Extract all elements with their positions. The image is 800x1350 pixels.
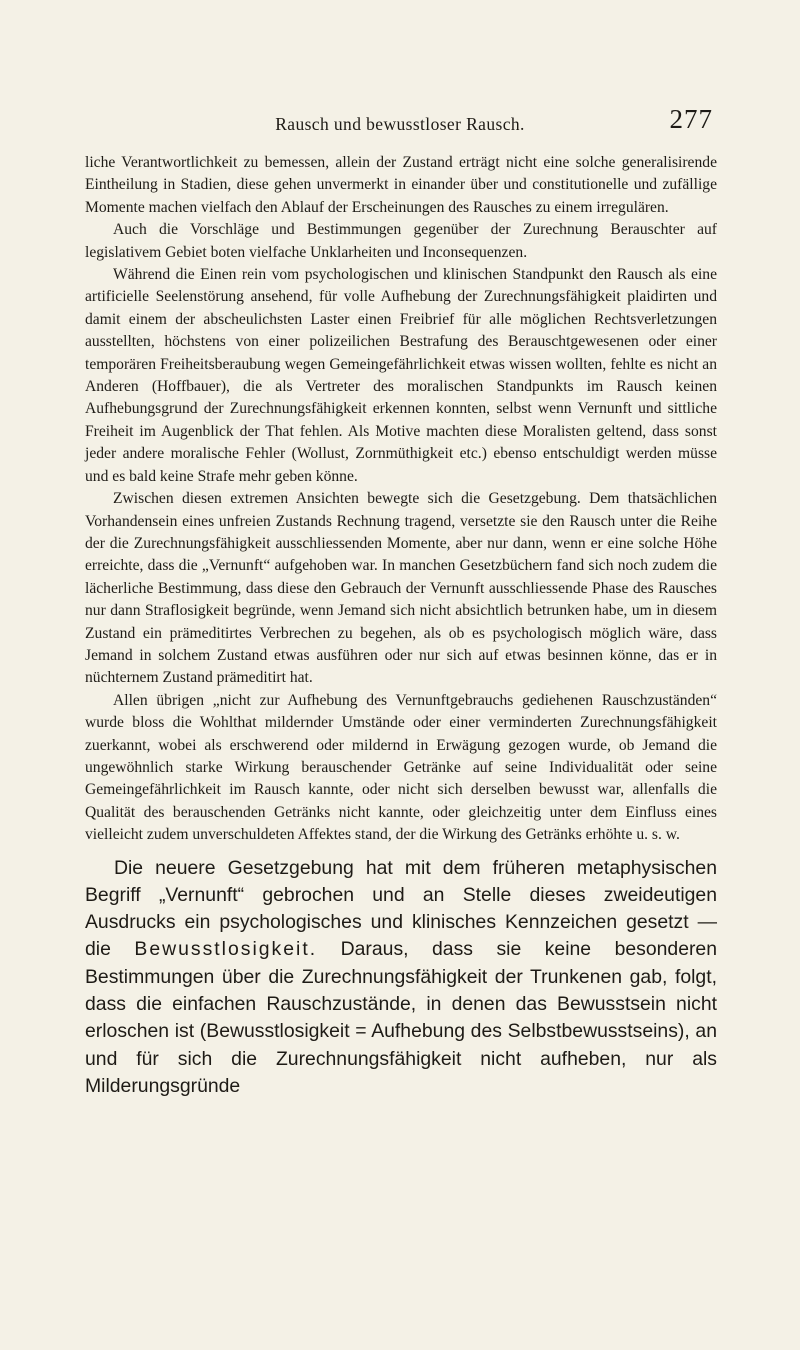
paragraph-legislation: Auch die Vorschläge und Bestimmungen gegenüber der Zurechnung Berauschter auf legislativem Gebiet boten vielfache Unklarheiten und Inconsequenzen. [85, 221, 717, 261]
emphasized-term: Bewusstlosigkeit. [134, 938, 318, 961]
paragraph-mitigating: Allen übrigen „nicht zur Aufhebung des Vernunftgebrauchs gediehenen Rauschzuständen“ wurde bloss die Wohlthat mildernder Umstände oder einer verminderten Zurechnungsfähigkeit zuerkannt, wobei als erschwerend oder mildernd in Erwägung gezogen wurde, ob Jemand die ungewöhnlich starke Wirkung berauschender Getränke auf seine Individualität oder seine Gemeingefährlichkeit im Rausch kannte, oder nicht sich derselben bewusst war, allenfalls die Qualität des berauschenden Getränks nicht kannte, oder gleichzeitig unter dem Einfluss eines vielleicht zudem unverschuldeten Affektes stand, der die Wirkung des Getränks erhöhte u. s. w. [85, 691, 717, 844]
paragraph-viewpoints: Während die Einen rein vom psychologischen und klinischen Standpunkt den Rausch als eine artificielle Seelenstörung ansehend, für volle Aufhebung der Zurechnungsfähigkeit plaidirten und damit einem der abscheulichsten Laster einen Freibrief für alle möglichen Rechtsverletzungen ausstellten, höchstens von einer polizeilichen Bestrafung des Berauschtgewesenen oder einer temporären Freiheitsberaubung wegen Gemeingefährlichkeit etwas wissen wollten, fehlte es nicht an Anderen (Hoffbauer), die als Vertreter des moralischen Standpunkts im Rausch keinen Aufhebungsgrund der Zurechnungsfähigkeit erkennen konnten, selbst wenn Vernunft und sittliche Freiheit im Augenblick der That fehlen. Als Motive machten diese Moralisten geltend, dass sonst jeder andere moralische Fehler (Wollust, Zornmüthigkeit etc.) ebenso entschuldigt werden müsse und es bald keine Strafe mehr geben könne. [85, 266, 717, 485]
page-number: 277 [669, 104, 713, 134]
running-title: Rausch und bewusstloser Rausch. [275, 114, 525, 134]
paragraph-continuation: liche Verantwortlichkeit zu bemessen, allein der Zustand erträgt nicht eine solche generalisirende Eintheilung in Stadien, diese gehen unvermerkt in einander über und constitutionelle und zufällige Momente machen vielfach den Ablauf der Erscheinungen des Rausches zu einem irregulären. [85, 154, 717, 216]
body-text [85, 152, 717, 1100]
paragraph-modern-legislation [85, 855, 717, 1101]
large-text-before: Die neuere Gesetzgebung hat mit dem früheren metaphysischen Begriff „Vernunft“ gebrochen und an Stelle dieses zweideutigen Ausdrucks ein psychologisches und klinisches Kennzeichen gesetzt — die [85, 856, 717, 961]
running-head [0, 104, 800, 144]
paragraph-lawmaking: Zwischen diesen extremen Ansichten bewegte sich die Gesetzgebung. Dem thatsächlichen Vorhandensein eines unfreien Zustands Rechnung tragend, versetzte sie den Rausch unter die Reihe der die Zurechnungsfähigkeit ausschliessenden Momente, aber nur dann, wenn er eine solche Höhe erreichte, dass die „Vernunft“ aufgehoben war. In manchen Gesetzbüchern fand sich noch zudem die lächerliche Bestimmung, dass diese den Gebrauch der Vernunft ausschliessende Phase des Rausches nur dann Straflosigkeit begründe, wenn Jemand sich nicht absichtlich betrunken habe, um in diesem Zustand ein prämeditirtes Verbrechen zu begehen, als ob es psychologisch möglich wäre, dass Jemand in solchem Zustand etwas ausführen oder nur sich auf etwas besinnen könne, das er in nüchternem Zustand prämeditirt hat. [85, 490, 717, 687]
large-text-after: Daraus, dass sie keine besonderen Bestimmungen über die Zurechnungsfähigkeit der Trunkenen gab, folgt, dass die einfachen Rauschzustände, in denen das Bewusstsein nicht erloschen ist (Bewusstlosigkeit = Aufhebung des Selbstbewusstseins), an und für sich die Zurechnungsfähigkeit nicht aufheben, nur als Milderungsgründe [85, 938, 718, 1097]
